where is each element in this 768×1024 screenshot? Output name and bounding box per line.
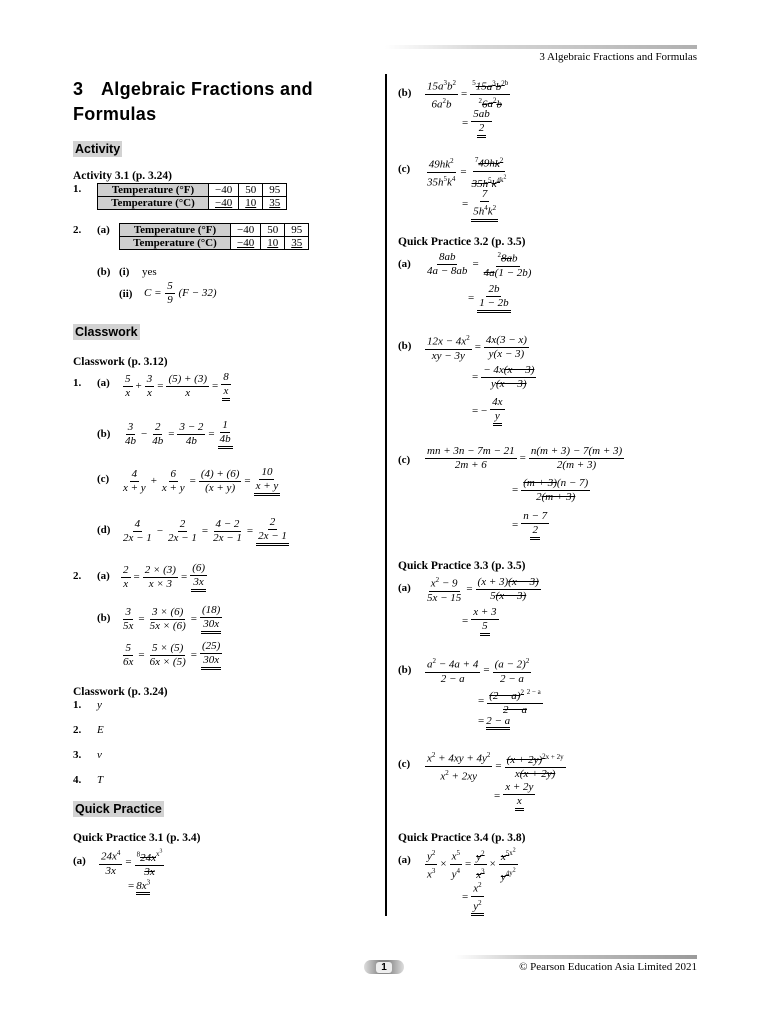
equation: $\frac{12x - 4x^2}{xy - 3y}$ = $\frac{4x(3 - x)}{y(x - 3)}$ bbox=[427, 333, 527, 362]
part-label: (a) bbox=[398, 854, 411, 866]
part-label: (a) bbox=[398, 258, 411, 270]
equation: = $\frac{x^2}{y^2}$ bbox=[460, 879, 485, 916]
equation: = $8x^3$ bbox=[126, 878, 150, 892]
part-label: (a) bbox=[73, 855, 86, 867]
answer-text: y bbox=[97, 699, 102, 711]
table-header-cell: Temperature (°F) bbox=[120, 224, 231, 237]
quick-practice-title: Quick Practice 3.2 (p. 3.5) bbox=[398, 236, 526, 248]
copyright: © Pearson Education Asia Limited 2021 bbox=[519, 961, 697, 973]
part-label: (a) bbox=[398, 582, 411, 594]
table-cell: 10 bbox=[261, 237, 285, 250]
equation: = 2 − a bbox=[476, 715, 510, 727]
classwork-title: Classwork (p. 3.12) bbox=[73, 356, 168, 368]
part-label: (b) bbox=[97, 612, 111, 624]
section-heading-classwork: Classwork bbox=[75, 325, 138, 339]
equation: $\frac{y^2}{x^3}$ × $\frac{x^5}{y^4}$ = $\frac{y^2}{x^3}$ × $\frac{x^{5x^2}}{y^{4y^2}}$ bbox=[424, 845, 519, 884]
equation: = $\frac{n - 7}{2}$ bbox=[510, 510, 550, 540]
quick-practice-title: Quick Practice 3.1 (p. 3.4) bbox=[73, 832, 201, 844]
equation: = $\frac{5ab}{2}$ bbox=[460, 108, 493, 138]
answer-text: E bbox=[97, 724, 104, 736]
table-header-cell: Temperature (°F) bbox=[98, 184, 209, 197]
question-label: 1. bbox=[73, 183, 82, 195]
quick-practice-title: Quick Practice 3.3 (p. 3.5) bbox=[398, 560, 526, 572]
equation: $\frac{5}{6x}$ = $\frac{5 \times (5)}{6x \times (5)}$ = $\frac{(25)}{30x}$ bbox=[120, 640, 223, 670]
classwork-title: Classwork (p. 3.24) bbox=[73, 686, 168, 698]
chapter-number: 3 bbox=[73, 79, 84, 99]
equation: $\frac{4}{x + y}$ + $\frac{6}{x + y}$ = $\frac{(4) + (6)}{(x + y)}$ = $\frac{10}{x + y}$ bbox=[120, 466, 281, 496]
table-header-cell: Temperature (°C) bbox=[98, 197, 209, 210]
question-label: 1. bbox=[73, 699, 82, 711]
equation: $\frac{3}{4b}$ − $\frac{2}{4b}$ = $\frac{3 - 2}{4b}$ = $\frac{1}{4b}$ bbox=[122, 419, 234, 449]
subpart-label: (ii) bbox=[119, 288, 133, 300]
fraction: $\frac{5}{9}$ bbox=[167, 280, 173, 306]
equation: $\frac{x^2 + 4xy + 4y^2}{x^2 + 2xy}$ = $\frac{(x + 2y)^{2x + 2y}}{x(x + 2y)}$ bbox=[427, 751, 564, 783]
table-row bbox=[98, 184, 287, 197]
formula-lhs: C = bbox=[144, 287, 162, 300]
part-label: (a) bbox=[97, 224, 110, 236]
equation: $\frac{x^2 - 9}{5x - 15}$ = $\frac{(x + 3)(x - 3)}{5(x - 3)}$ bbox=[427, 575, 539, 604]
part-label: (a) bbox=[97, 570, 110, 582]
question-label: 1. bbox=[73, 377, 82, 389]
question-label: 3. bbox=[73, 749, 82, 761]
answer-text: yes bbox=[142, 266, 157, 278]
equation: = $\frac{2b}{1 - 2b}$ bbox=[466, 283, 512, 313]
table-cell: 35 bbox=[263, 197, 287, 210]
header-rule bbox=[385, 45, 697, 49]
equation: = $\frac{7}{5h^4k^2}$ bbox=[460, 188, 499, 222]
footer-rule bbox=[455, 955, 697, 959]
part-label: (d) bbox=[97, 524, 111, 536]
table-row bbox=[98, 197, 287, 210]
table-cell: 35 bbox=[285, 237, 309, 250]
page-number: 1 bbox=[376, 962, 392, 973]
quick-practice-title: Quick Practice 3.4 (p. 3.8) bbox=[398, 832, 526, 844]
table-cell: −40 bbox=[231, 224, 261, 237]
part-label: (c) bbox=[398, 163, 411, 175]
equation: = $\frac{(2 - a)^2 ^{2 - a}}{2 - a}$ bbox=[478, 688, 541, 716]
table-cell: 95 bbox=[263, 184, 287, 197]
table-cell: 50 bbox=[261, 224, 285, 237]
equation: $\frac{49hk^2}{35h^5k^4}$ = $\frac{^749hk^2}{35h^5k^{4k^2}}$ bbox=[427, 156, 507, 190]
formula-c bbox=[144, 280, 216, 307]
equation: = $\frac{(m + 3)(n - 7)}{2(m + 3)}$ bbox=[512, 477, 589, 503]
table-cell: −40 bbox=[209, 184, 239, 197]
equation: $\frac{24x^4}{3x}$ = $\frac{^824x^{x^3}}{3x}$ bbox=[98, 846, 165, 879]
equation: $\frac{a^2 - 4a + 4}{2 - a}$ = $\frac{(a - 2)^2}{2 - a}$ bbox=[427, 657, 530, 685]
part-label: (c) bbox=[398, 454, 411, 466]
equation: $\frac{5}{x}$ + $\frac{3}{x}$ = $\frac{(5) + (3)}{x}$ = $\frac{8}{x}$ bbox=[122, 371, 232, 401]
chapter-title bbox=[73, 77, 313, 127]
chapter-title-line2: Formulas bbox=[73, 104, 157, 124]
running-head: 3 Algebraic Fractions and Formulas bbox=[539, 51, 697, 63]
subpart-label: (i) bbox=[119, 266, 130, 278]
activity-title: Activity 3.1 (p. 3.24) bbox=[73, 170, 173, 182]
part-label: (c) bbox=[398, 758, 411, 770]
equation: $\frac{4}{2x - 1}$ − $\frac{2}{2x - 1}$ = $\frac{4 - 2}{2x - 1}$ = $\frac{2}{2x - 1}$ bbox=[120, 516, 290, 546]
part-label: (b) bbox=[398, 340, 412, 352]
table-cell: 10 bbox=[239, 197, 263, 210]
equation: = $\frac{x + 2y}{x}$ bbox=[492, 781, 536, 811]
section-heading-activity: Activity bbox=[75, 142, 121, 156]
question-label: 4. bbox=[73, 774, 82, 786]
part-label: (a) bbox=[97, 377, 110, 389]
chapter-title-line1: Algebraic Fractions and bbox=[101, 79, 313, 99]
equation: = $\frac{- 4x(x - 3)}{y(x - 3)}$ bbox=[472, 364, 535, 390]
answer-text: v bbox=[97, 749, 102, 761]
equation: $\frac{3}{5x}$ = $\frac{3 \times (6)}{5x \times (6)}$ = $\frac{(18)}{30x}$ bbox=[120, 604, 223, 634]
section-heading-quick-practice: Quick Practice bbox=[75, 802, 162, 816]
question-label: 2. bbox=[73, 724, 82, 736]
table-cell: −40 bbox=[231, 237, 261, 250]
part-label: (c) bbox=[97, 473, 110, 485]
formula-rhs: (F − 32) bbox=[178, 287, 217, 300]
table-cell: 95 bbox=[285, 224, 309, 237]
equation: = − $\frac{4x}{y}$ bbox=[470, 396, 506, 426]
question-label: 2. bbox=[73, 224, 82, 236]
temperature-table-1 bbox=[97, 183, 287, 210]
equation: $\frac{8ab}{4a - 8ab}$ = $\frac{^28ab}{4a(1 - 2b)}$ bbox=[427, 250, 532, 279]
table-row bbox=[120, 224, 309, 237]
equation: $\frac{2}{x}$ = $\frac{2 \times (3)}{x \times 3}$ = $\frac{(6)}{3x}$ bbox=[120, 562, 208, 592]
table-cell: 50 bbox=[239, 184, 263, 197]
table-row bbox=[120, 237, 309, 250]
part-label: (b) bbox=[398, 87, 412, 99]
question-label: 2. bbox=[73, 570, 82, 582]
part-label: (b) bbox=[97, 428, 111, 440]
page-number-badge bbox=[364, 960, 404, 974]
equation: = $\frac{x + 3}{5}$ bbox=[460, 606, 500, 636]
table-header-cell: Temperature (°C) bbox=[120, 237, 231, 250]
temperature-table-2 bbox=[119, 223, 309, 250]
column-divider bbox=[385, 74, 387, 916]
part-label: (b) bbox=[398, 664, 412, 676]
part-label: (b) bbox=[97, 266, 111, 278]
equation: $\frac{15a^3b^2}{6a^2b}$ = $\frac{^515a^3b^{2b}}{^26a^2b}$ bbox=[427, 79, 509, 111]
equation: $\frac{mn + 3n - 7m - 21}{2m + 6}$ = $\frac{n(m + 3) - 7(m + 3)}{2(m + 3)}$ bbox=[427, 445, 623, 471]
answer-text: T bbox=[97, 774, 104, 786]
table-cell: −40 bbox=[209, 197, 239, 210]
